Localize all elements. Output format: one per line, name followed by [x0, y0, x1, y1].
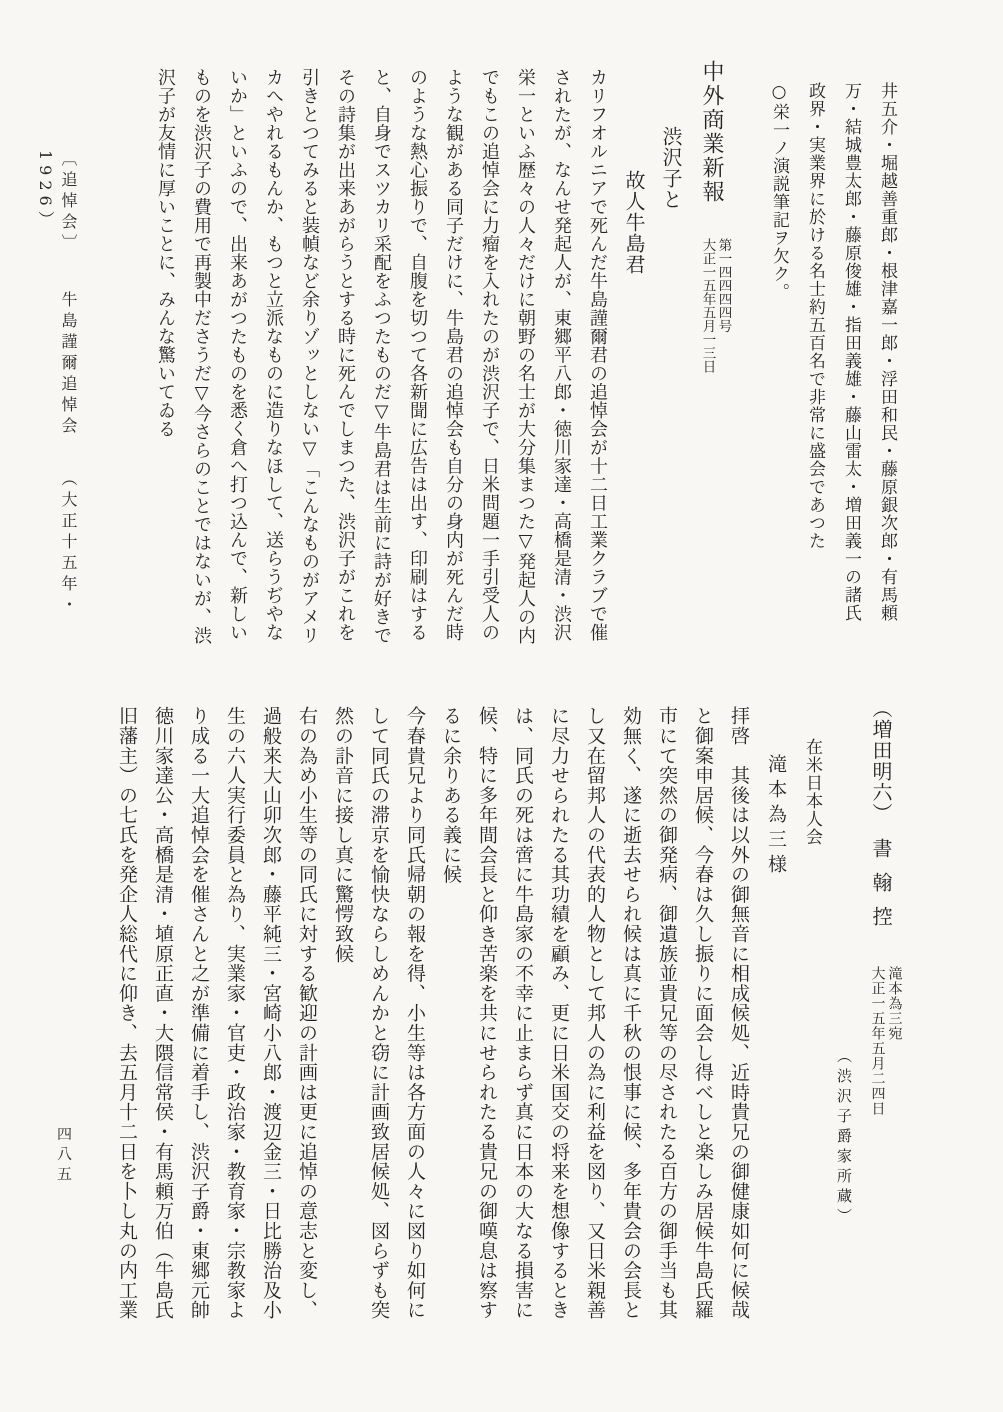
- letter-annotation: [869, 966, 903, 1116]
- names-list-column: 井五介・堀越善重郎・根津嘉一郎・浮田和民・藤原銀次郎・有馬頼: [877, 82, 897, 622]
- article-text-column: のような熱心振りで、自腹を切つて各新聞に広告は出す、印刷はする: [407, 68, 428, 642]
- margin-running-title: [34, 150, 80, 670]
- page-number: 四八五: [55, 1126, 73, 1186]
- article-text-column: いか」といふので、出来あがつたものを悉く倉へ打つ込んで、新しい: [227, 68, 248, 642]
- letter-text-column: 拝啓 其後は以外の御無音に相成候処、近時貴兄の御健康如何に候哉: [728, 706, 750, 1320]
- letter-text-column: 効無く、遂に逝去せられ候は真に千秋の恨事に候、多年貴会の会長と: [620, 706, 642, 1320]
- letter-text-column: は、同氏の死は啻に牛島家の不幸に止まらず真に日本の大なる損害に: [512, 706, 534, 1320]
- article-text-column: と、自身でスツカリ采配をふつたものだ▽牛島君は生前に詩が好きで: [371, 68, 392, 645]
- margin-section-label: 〔追悼会〕: [59, 150, 78, 255]
- issue-date: 大正一五年五月一三日: [699, 238, 716, 373]
- names-list-column: 政界・実業界に於ける名士約五百名で非常に盛会であつた: [805, 82, 825, 550]
- article-text-column: カリフオルニアで死んだ牛島謹爾君の追悼会が十二日工業クラブで催: [587, 68, 608, 642]
- letter-text-column: 過般来大山卯次郎・藤平純三・宮崎小八郎・渡辺金三・日比勝治及小: [260, 706, 282, 1320]
- letter-text-column: 然の訃音に接し真に驚愕致候: [332, 706, 354, 964]
- article-text-column: 栄一といふ歴々の人々だけに朝野の名士が大分集まつた▽発起人の内: [515, 68, 536, 645]
- letter-text-column: と御案申居候、今春は久し振りに面会し得べしと楽しみ居候牛島氏羅: [692, 706, 714, 1320]
- letter-source-column: [859, 698, 903, 1358]
- issue-note: [700, 238, 732, 373]
- article-text-column: でもこの追悼会に力瘤を入れたのが渋沢子で、日米問題一手引受人の: [479, 68, 500, 642]
- letter-source-kind: 書翰控: [869, 838, 893, 940]
- letter-text-column: に尽力せられたる其功績を顧み、更に日米国交の将来を想像するとき: [548, 706, 570, 1320]
- newspaper-title: 中外商業新報: [699, 60, 724, 204]
- article-headline-line1: 渋沢子と: [659, 126, 683, 210]
- letter-record-section: [109, 698, 903, 1358]
- letter-text-column: 生の六人実行委員と為り、実業家・官吏・政治家・教育家・宗教家よ: [224, 706, 246, 1320]
- letter-text-column: 候、特に多年間会長と仰き苦楽を共にせられたる貴兄の御嘆息は察す: [476, 706, 498, 1320]
- organization-line: 在米日本人会: [802, 738, 822, 846]
- margin-article-title: 牛島謹爾追悼会: [59, 291, 78, 439]
- article-text-column: されたが、なんせ発起人が、東郷平八郎・徳川家達・高橋是清・渋沢: [551, 68, 572, 642]
- letter-text-column: 今春貴兄より同氏帰朝の報を得、小生等は各方面の人々に図り如何に: [404, 706, 426, 1320]
- letter-text-column: 旧藩主）の七氏を発企人総代に仰き、去五月十二日を卜し丸の内工業: [116, 706, 138, 1320]
- letter-date-note: 大正一五年五月二四日: [869, 966, 886, 1116]
- letter-text-column: 右の為め小生等の同氏に対する歓迎の計画は更に追悼の意志と変し、: [296, 706, 318, 1320]
- editor-note-column: ○栄一ノ演説筆記ヲ欠ク。: [769, 82, 789, 301]
- letter-text-column: るに余りある義に候: [440, 706, 462, 885]
- margin-year-label: （大正十五年・1926）: [36, 150, 78, 618]
- letter-text-column: 市にて突然の御発病、御遺族並貴兄等の尽されたる百方の御手当も其: [656, 706, 678, 1320]
- article-text-column: 沢子が友情に厚いことに、みんな驚いてゐる: [155, 68, 176, 438]
- article-headline-line2: 故人牛島君: [622, 170, 646, 275]
- letter-source-author: （増田明六）: [869, 698, 893, 824]
- article-text-column: カへやれるもんか、もつと立派なものに造りなほして、送らうぢやな: [263, 68, 284, 642]
- names-list-column: 万・結城豊太郎・藤原俊雄・指田義雄・藤山雷太・増田義一の諸氏: [841, 82, 861, 622]
- letter-addressee-note: 滝本為三宛: [886, 966, 903, 1041]
- newspaper-title-column: [689, 60, 733, 660]
- recipient-line: 滝本為三様: [765, 754, 787, 879]
- article-text-column: その詩集が出来あがらうとする時に死んでしまつた、渋沢子がこれを: [335, 68, 356, 642]
- letter-text-column: して同氏の滞京を愉快ならしめんかと窃に計画致居候処、図らずも突: [368, 706, 390, 1320]
- article-text-column: ものを渋沢子の費用で再製中ださうだ▽今さらのことではないが、渋: [191, 68, 212, 645]
- article-text-column: ような観がある同子だけに、牛島君の追悼会も自分の身内が死んだ時: [443, 68, 464, 642]
- letter-text-column: し又在留邦人の代表的人物として邦人の為に利益を図り、又日米親善: [584, 706, 606, 1320]
- letter-text-column: り成る一大追悼会を催さんと之が準備に着手し、渋沢子爵・東郷元帥: [188, 706, 210, 1320]
- newspaper-clipping-section: [147, 60, 905, 660]
- article-text-column: 引きとつてみると装幀など余りゾッとしない▽「こんなものがアメリ: [299, 68, 320, 645]
- collection-note: （渋沢子爵家所蔵）: [835, 1048, 853, 1228]
- issue-number: 第一四四四四号: [715, 238, 732, 333]
- letter-text-column: 徳川家達公・高橋是清・埴原正直・大隈信常侯・有馬頼万伯（牛島氏: [152, 706, 174, 1320]
